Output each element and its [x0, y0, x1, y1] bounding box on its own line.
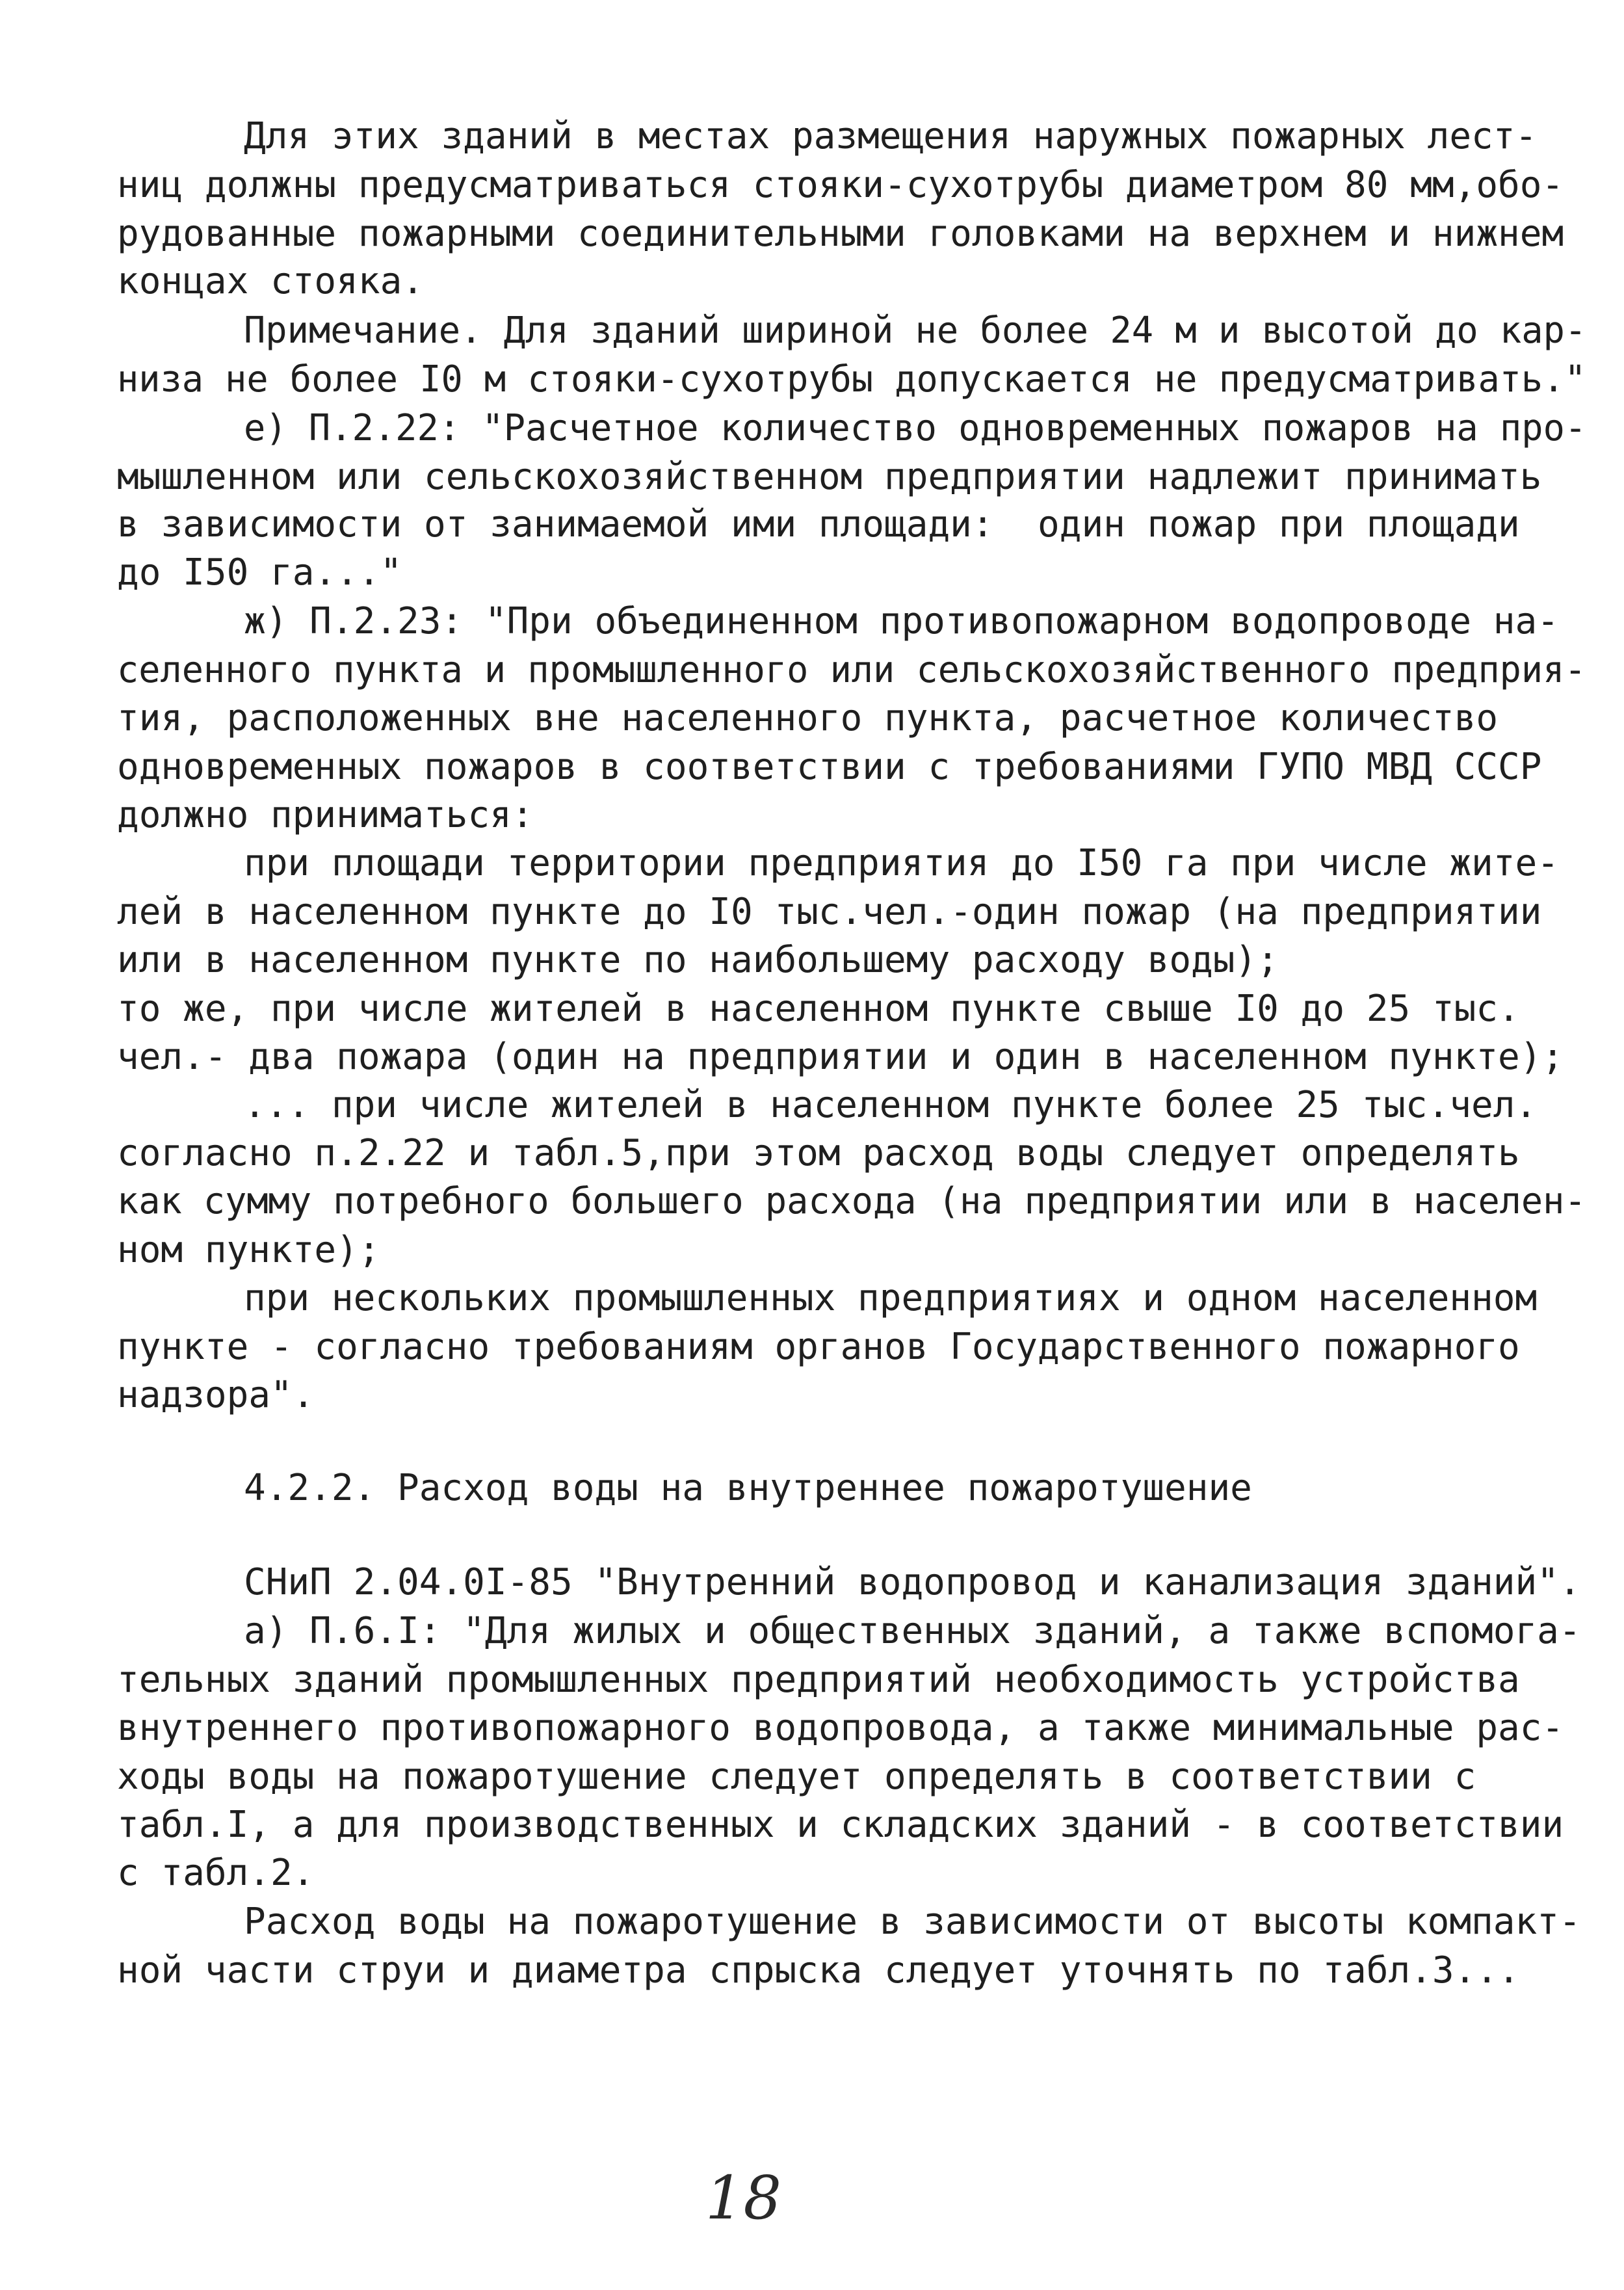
text-line: должно приниматься:	[117, 794, 534, 836]
text-line: согласно п.2.22 и табл.5,при этом расход воды следует определять	[117, 1132, 1520, 1174]
text-line: мышленном или сельскохозяйственном предприятии надлежит принимать	[117, 456, 1542, 498]
text-line: с табл.2.	[117, 1852, 315, 1894]
text-line: тельных зданий промышленных предприятий необходимость устройства	[117, 1659, 1520, 1701]
text-line: одновременных пожаров в соответствии с требованиями ГУПО МВД СССР	[117, 746, 1542, 788]
text-line: как сумму потребного большего расхода (на предприятии или в населен-	[117, 1180, 1586, 1222]
text-line: а) П.6.I: "Для жилых и общественных зданий, а также вспомога-	[244, 1610, 1581, 1652]
text-line: ном пункте);	[117, 1229, 380, 1271]
text-line: ж) П.2.23: "При объединенном противопожарном водопроводе на-	[244, 600, 1559, 642]
text-line: Расход воды на пожаротушение в зависимости от высоты компакт-	[244, 1901, 1581, 1943]
text-line: при нескольких промышленных предприятиях и одном населенном	[244, 1277, 1538, 1319]
text-line: е) П.2.22: "Расчетное количество одновременных пожаров на про-	[244, 407, 1587, 449]
text-line: рудованные пожарными соединительными головками на верхнем и нижнем	[117, 213, 1564, 255]
text-line: тия, расположенных вне населенного пункта, расчетное количество	[117, 697, 1499, 739]
text-line: концах стояка.	[117, 260, 425, 302]
text-line: табл.I, а для производственных и складских зданий - в соответствии	[117, 1804, 1564, 1846]
text-line: при площади территории предприятия до I50 га при числе жите-	[244, 842, 1559, 884]
text-line: ходы воды на пожаротушение следует определять в соответствии с	[117, 1756, 1476, 1798]
text-line: СНиП 2.04.0I-85 "Внутренний водопровод и канализация зданий".	[244, 1561, 1581, 1603]
text-line: до I50 га..."	[117, 551, 402, 594]
text-line: чел.- два пожара (один на предприятии и один в населенном пункте);	[117, 1036, 1564, 1078]
text-line: внутреннего противопожарного водопровода, а также минимальные рас-	[117, 1707, 1564, 1749]
text-line: пункте - согласно требованиям органов Государственного пожарного	[117, 1326, 1520, 1368]
text-line: селенного пункта и промышленного или сельскохозяйственного предприя-	[117, 649, 1586, 691]
text-line: Для этих зданий в местах размещения наружных пожарных лест-	[244, 115, 1538, 157]
text-line: ... при числе жителей в населенном пункте более 25 тыс.чел.	[244, 1084, 1538, 1126]
section-heading: 4.2.2. Расход воды на внутреннее пожаротушение	[244, 1467, 1252, 1509]
text-line: в зависимости от занимаемой ими площади: один пожар при площади	[117, 503, 1520, 546]
text-line: надзора".	[117, 1374, 315, 1416]
text-line: ной части струи и диаметра спрыска следует уточнять по табл.3...	[117, 1949, 1520, 1992]
text-line: то же, при числе жителей в населенном пункте свыше I0 до 25 тыс.	[117, 988, 1520, 1030]
text-line: лей в населенном пункте до I0 тыс.чел.-один пожар (на предприятии	[117, 891, 1542, 933]
text-line: Примечание. Для зданий шириной не более 24 м и высотой до кар-	[244, 309, 1587, 352]
text-line: низа не более I0 м стояки-сухотрубы допускается не предусматривать."	[117, 358, 1586, 401]
text-line: или в населенном пункте по наибольшему расходу воды);	[117, 939, 1279, 981]
page-number: 18	[705, 2163, 782, 2233]
text-line: ниц должны предусматриваться стояки-сухотрубы диаметром 80 мм,обо-	[117, 164, 1564, 206]
